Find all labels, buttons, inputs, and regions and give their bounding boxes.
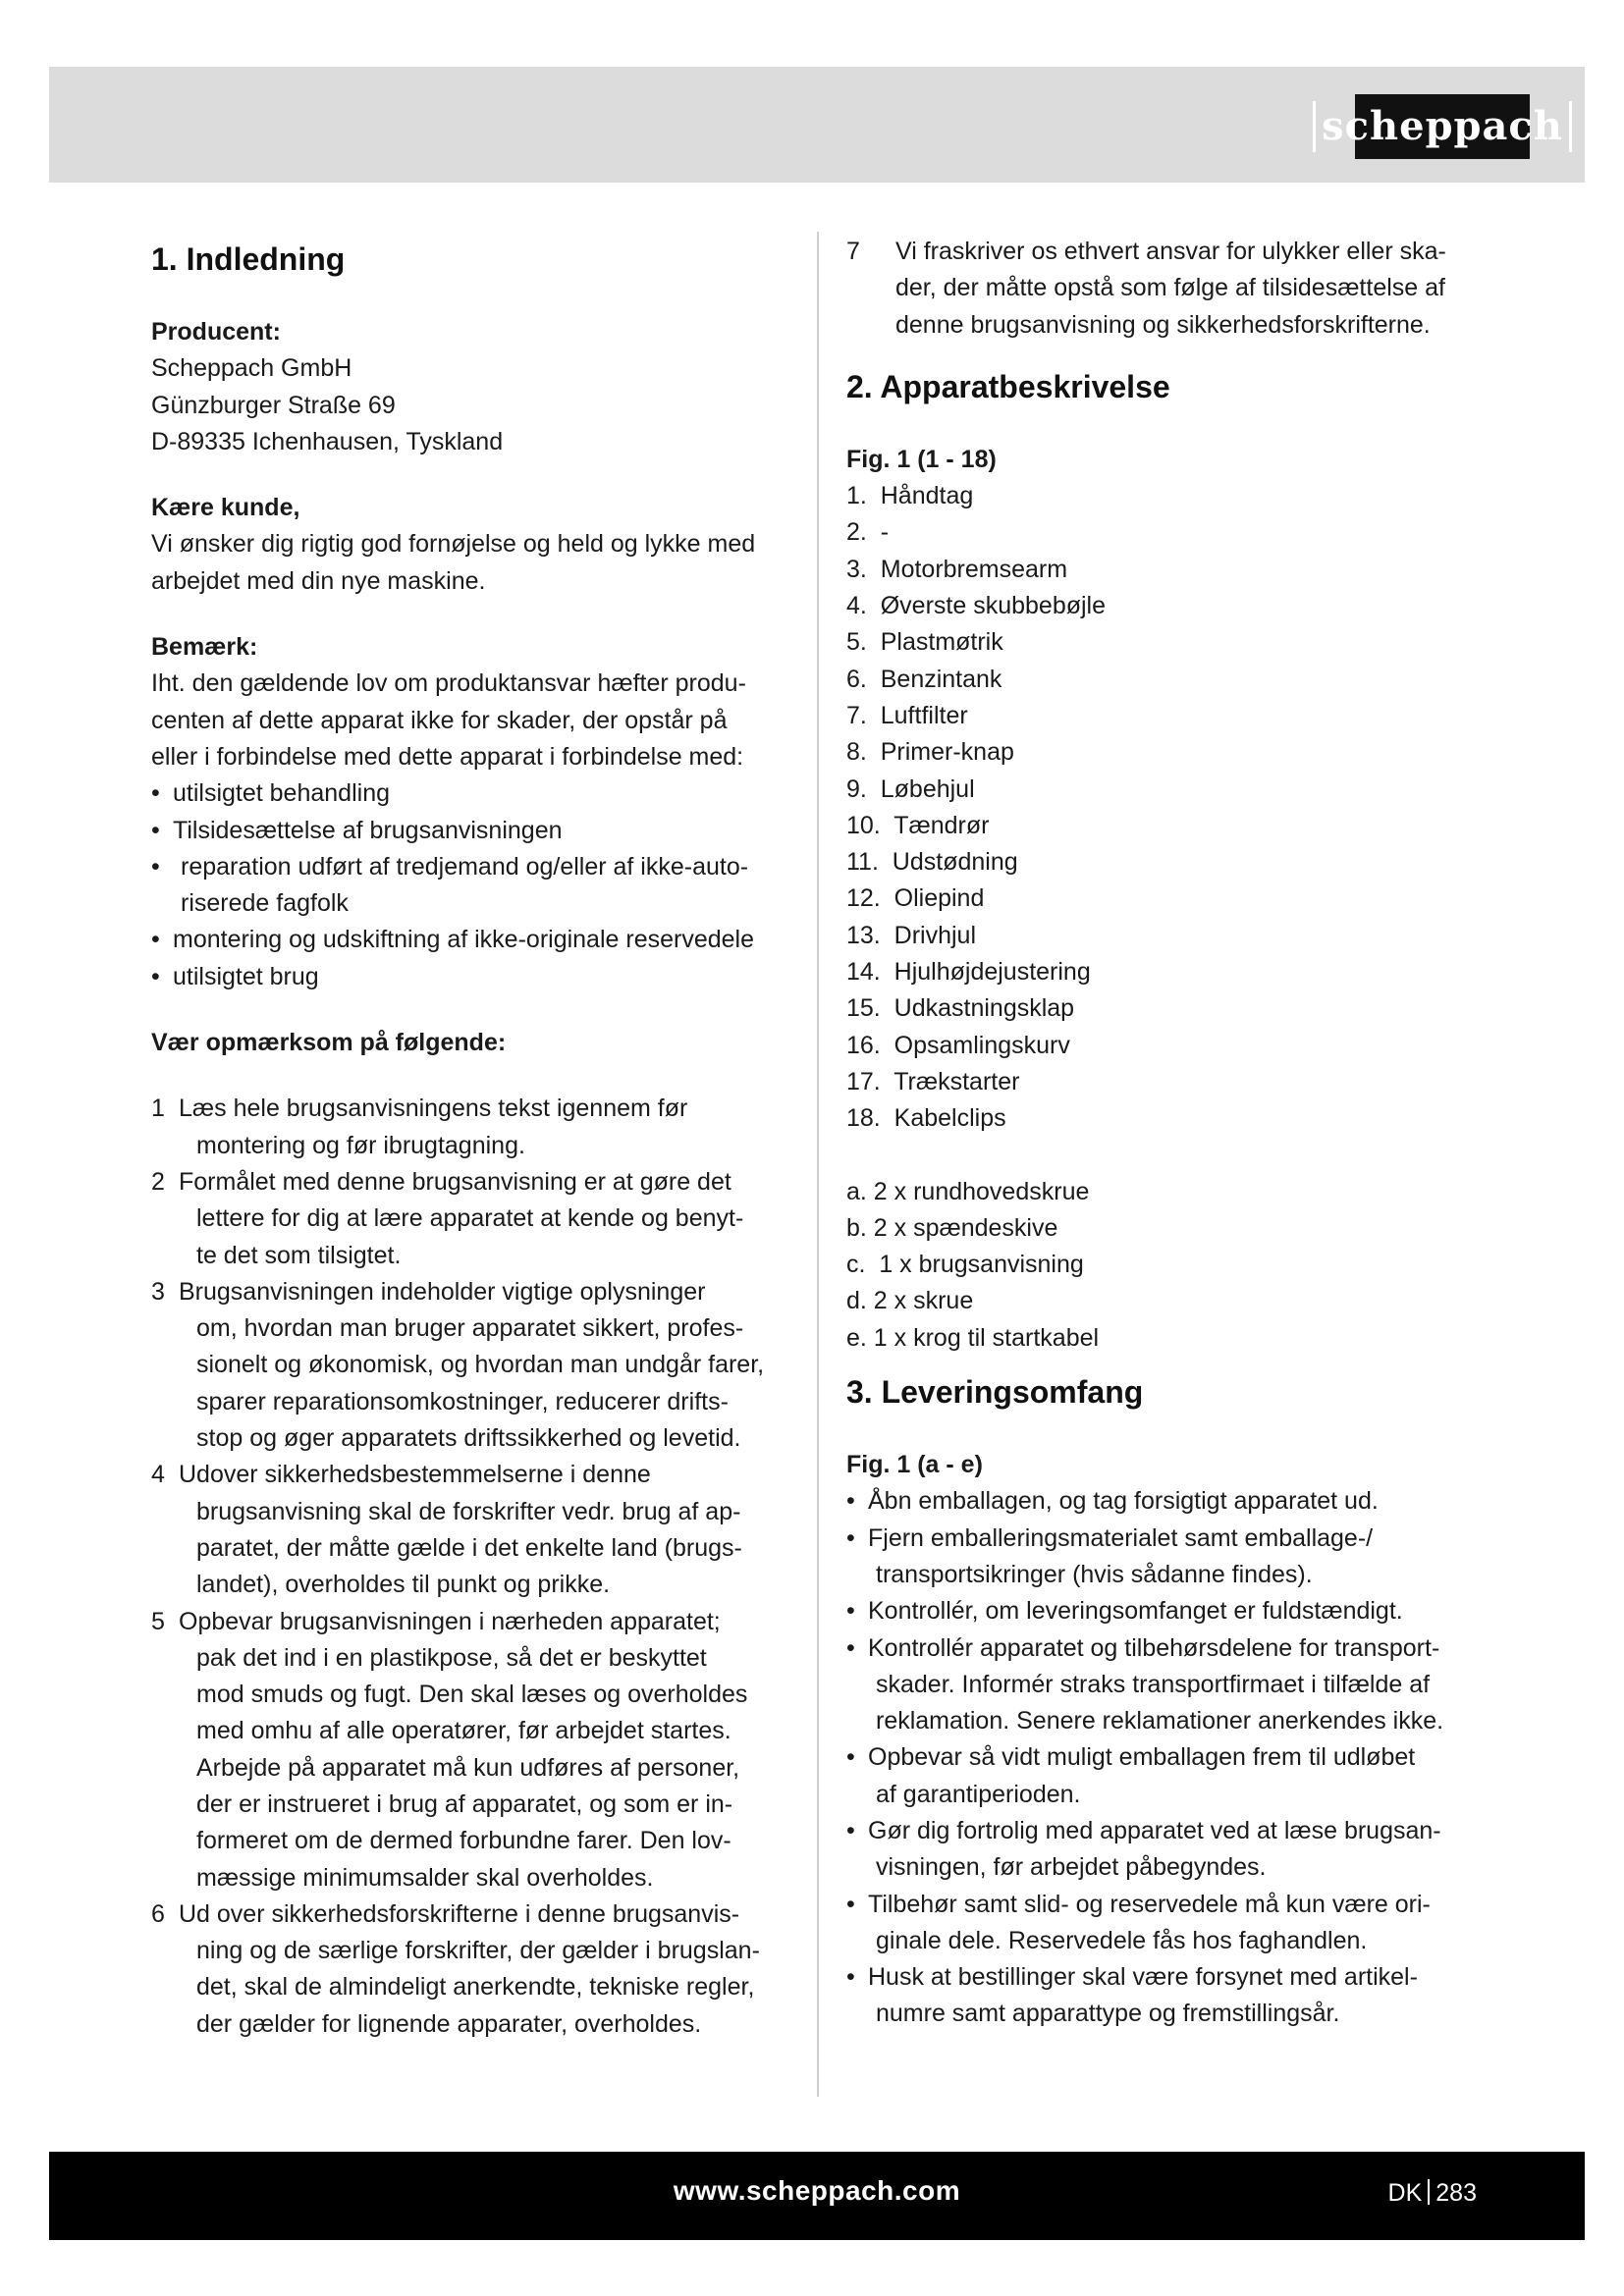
item-line: det, skal de almindeligt anerkendte, tekniske regler,: [196, 1973, 755, 2002]
column-divider: [817, 232, 819, 2097]
item-line: Vi fraskriver os ethvert ansvar for ulykker eller ska-: [895, 238, 1446, 265]
greeting-line: arbejdet med din nye maskine.: [151, 566, 486, 595]
item-line: brugsanvisning skal de forskrifter vedr. brug af ap-: [196, 1497, 741, 1525]
list-item: • utilsigtet brug: [151, 962, 319, 990]
bullet-line: visningen, før arbejdet påbegyndes.: [876, 1853, 1267, 1882]
item-number: 1: [151, 1095, 165, 1123]
item-line: Ud over sikkerhedsforskrifterne i denne brugsanvis-: [179, 1899, 740, 1928]
bullet-line: af garantiperioden.: [876, 1780, 1081, 1808]
section-1-title: 1. Indledning: [151, 241, 346, 277]
accessory-item: a. 2 x rundhovedskrue: [846, 1177, 1090, 1205]
section-3-title: 3. Leveringsomfang: [846, 1374, 1144, 1411]
producer-line: Günzburger Straße 69: [151, 391, 396, 419]
bullet-line: ginale dele. Reservedele fås hos faghandlen.: [876, 1926, 1368, 1954]
item-7: [846, 234, 1485, 344]
numbered-item: [151, 1896, 789, 2043]
delivery-bullet: • Kontrollér, om leveringsomfanget er fuldstændigt.: [846, 1593, 1485, 1629]
item-line: sionelt og økonomisk, og hvordan man undgår farer,: [196, 1351, 765, 1379]
delivery-bullet: • Opbevar så vidt muligt emballagen frem til udløbet af garantiperioden.: [846, 1739, 1485, 1813]
accessory-item: c. 1 x brugsanvisning: [846, 1251, 1084, 1279]
note-label: Bemærk:: [151, 633, 258, 662]
list-item: • utilsigtet behandling: [151, 779, 390, 808]
part-item: 4. Øverste skubbebøjle: [846, 592, 1107, 620]
part-item: 17. Trækstarter: [846, 1067, 1020, 1095]
part-item: 2. -: [846, 518, 890, 547]
part-item: 16. Opsamlingskurv: [846, 1031, 1070, 1059]
item-line: der, der måtte opstå som følge af tilsidesættelse af: [895, 274, 1445, 302]
part-item: 13. Drivhjul: [846, 921, 976, 949]
part-item: 7. Luftfilter: [846, 701, 968, 729]
delivery-bullet: • Gør dig fortrolig med apparatet ved at læse brugsan- visningen, før arbejdet påbegyndes.: [846, 1813, 1485, 1887]
note-line: centen af dette apparat ikke for skader, der opstår på: [151, 706, 728, 734]
numbered-item: [151, 1274, 789, 1457]
part-item: 1. Håndtag: [846, 482, 974, 510]
item-line: te det som tilsigtet.: [196, 1241, 402, 1269]
parts-list: [846, 478, 1485, 1137]
list-item: • Tilsidesættelse af brugsanvisningen: [151, 816, 563, 844]
bullet-line: Husk at bestillinger skal være forsynet med artikel-: [868, 1963, 1418, 1992]
numbered-item: [151, 1164, 789, 1274]
note-line: eller i forbindelse med dette apparat i forbindelse med:: [151, 742, 744, 771]
footer-band: [49, 2152, 1585, 2240]
bullet-line: numre samt apparattype og fremstillingsår.: [876, 2000, 1340, 2028]
right-column: [846, 234, 1485, 2033]
accessory-item: d. 2 x skrue: [846, 1287, 974, 1315]
part-item: 12. Oliepind: [846, 884, 985, 913]
part-item: 15. Udkastningsklap: [846, 994, 1075, 1023]
page-number: 283: [1435, 2179, 1477, 2207]
part-item: 10. Tændrør: [846, 811, 990, 839]
item-line: Arbejde på apparatet må kun udføres af personer,: [196, 1753, 740, 1782]
bullet-line: transportsikringer (hvis sådanne findes).: [876, 1560, 1313, 1588]
delivery-bullet: • Fjern emballeringsmaterialet samt emballage-/ transportsikringer (hvis sådanne findes).: [846, 1521, 1485, 1594]
item-line: pak det ind i en plastikpose, så det er beskyttet: [196, 1643, 707, 1672]
item-number: 5: [151, 1607, 165, 1635]
item-line: mod smuds og fugt. Den skal læses og overholdes: [196, 1681, 748, 1709]
bullet-line: Opbevar så vidt muligt emballagen frem til udløbet: [868, 1743, 1416, 1772]
item-number: 6: [151, 1899, 165, 1928]
item-number: 3: [151, 1277, 165, 1306]
language-code: DK: [1387, 2179, 1423, 2207]
note-line: Iht. den gældende lov om produktansvar hæfter produ-: [151, 669, 746, 698]
item-line: stop og øger apparatets driftssikkerhed og levetid.: [196, 1424, 741, 1453]
item-line: Formålet med denne brugsanvisning er at gøre det: [179, 1167, 731, 1196]
greeting-label: Kære kunde,: [151, 494, 300, 522]
numbered-item: [151, 1604, 789, 1896]
accessories-list: [846, 1174, 1485, 1357]
left-column: [151, 234, 789, 2043]
fig1-label: Fig. 1 (1 - 18): [846, 445, 997, 473]
delivery-list: [846, 1483, 1485, 2032]
logo-text: scheppach: [1313, 101, 1572, 152]
item-line: lettere for dig at lære apparatet at kende og benyt-: [196, 1204, 744, 1233]
item-number: 4: [151, 1461, 165, 1489]
item-line: der gælder for lignende apparater, overholdes.: [196, 2009, 702, 2038]
item-number: 7: [846, 238, 860, 265]
item-line: landet), overholdes til punkt og prikke.: [196, 1571, 611, 1599]
numbered-item: [151, 1091, 789, 1164]
item-line: Udover sikkerhedsbestemmelserne i denne: [179, 1461, 651, 1489]
accessory-item: b. 2 x spændeskive: [846, 1213, 1058, 1242]
item-line: Brugsanvisningen indeholder vigtige oplysninger: [179, 1277, 706, 1306]
scheppach-logo: [1322, 94, 1563, 159]
producer-line: Scheppach GmbH: [151, 354, 352, 383]
part-item: 5. Plastmøtrik: [846, 628, 1003, 657]
bullet-line: reklamation. Senere reklamationer anerkendes ikke.: [876, 1707, 1444, 1735]
item-line: der er instrueret i brug af apparatet, og som er in-: [196, 1789, 733, 1818]
part-item: 14. Hjulhøjdejustering: [846, 958, 1091, 987]
section-2-title: 2. Apparatbeskrivelse: [846, 368, 1170, 404]
item-line: denne brugsanvisning og sikkerhedsforskrifterne.: [895, 310, 1431, 339]
producer-line: D-89335 Ichenhausen, Tyskland: [151, 427, 504, 455]
bullet-line: Kontrollér, om leveringsomfanget er fuldstændigt.: [868, 1597, 1403, 1626]
part-item: 8. Primer-knap: [846, 738, 1014, 767]
bullet-line: skader. Informér straks transportfirmaet i tilfælde af: [876, 1670, 1431, 1698]
delivery-bullet: • Kontrollér apparatet og tilbehørsdelene for transport- skader. Informér straks transportfirmaet i tilfælde af reklamation. Senere reklamationer anerkendes ikke.: [846, 1630, 1485, 1740]
header-band: [49, 67, 1585, 183]
item-line: formeret om de dermed forbundne farer. Den lov-: [196, 1827, 731, 1855]
part-item: 6. Benzintank: [846, 665, 1002, 693]
delivery-bullet: • Åbn emballagen, og tag forsigtigt apparatet ud.: [846, 1483, 1485, 1520]
part-item: 9. Løbehjul: [846, 774, 975, 803]
accessory-item: e. 1 x krog til startkabel: [846, 1323, 1100, 1352]
list-item: • montering og udskiftning af ikke-originale reservedele: [151, 926, 754, 954]
item-line: montering og før ibrugtagning.: [196, 1131, 525, 1159]
producer-label: Producent:: [151, 318, 281, 346]
fig1b-label: Fig. 1 (a - e): [846, 1451, 983, 1479]
item-number: 2: [151, 1167, 165, 1196]
page-indicator: [1388, 2179, 1477, 2208]
item-line: Opbevar brugsanvisningen i nærheden apparatet;: [179, 1607, 721, 1635]
list-item-continuation: riserede fagfolk: [181, 889, 349, 918]
part-item: 18. Kabelclips: [846, 1104, 1006, 1133]
part-item: 3. Motorbremsearm: [846, 555, 1068, 583]
delivery-bullet: • Husk at bestillinger skal være forsynet med artikel- numre samt apparattype og fremstillingsår.: [846, 1959, 1485, 2033]
greeting-line: Vi ønsker dig rigtig god fornøjelse og held og lykke med: [151, 530, 756, 559]
item-line: om, hvordan man bruger apparatet sikkert, profes-: [196, 1314, 744, 1343]
item-line: paratet, der måtte gælde i det enkelte land (brugs-: [196, 1533, 742, 1562]
footer-url[interactable]: www.scheppach.com: [673, 2175, 961, 2206]
numbered-item: [151, 1457, 789, 1603]
numbered-list: [151, 1091, 789, 2043]
delivery-bullet: • Tilbehør samt slid- og reservedele må kun være ori- ginale dele. Reservedele fås hos faghandlen.: [846, 1887, 1485, 1960]
item-line: Læs hele brugsanvisningens tekst igennem før: [179, 1095, 688, 1123]
list-item: • reparation udført af tredjemand og/eller af ikke-auto-: [151, 852, 749, 881]
attention-label: Vær opmærksom på følgende:: [151, 1029, 507, 1057]
bullet-line: Fjern emballeringsmaterialet samt emballage-/: [868, 1523, 1374, 1552]
item-line: ning og de særlige forskrifter, der gælder i brugslan-: [196, 1937, 760, 1965]
bullet-line: Gør dig fortrolig med apparatet ved at læse brugsan-: [868, 1816, 1441, 1844]
part-item: 11. Udstødning: [846, 848, 1018, 877]
bullet-line: Åbn emballagen, og tag forsigtigt apparatet ud.: [868, 1487, 1379, 1516]
bullet-line: Tilbehør samt slid- og reservedele må kun være ori-: [868, 1890, 1431, 1918]
bullet-line: Kontrollér apparatet og tilbehørsdelene for transport-: [868, 1633, 1440, 1662]
item-line: med omhu af alle operatører, før arbejdet startes.: [196, 1717, 731, 1745]
item-line: mæssige minimumsalder skal overholdes.: [196, 1863, 654, 1892]
item-line: sparer reparationsomkostninger, reducerer drifts-: [196, 1387, 729, 1415]
